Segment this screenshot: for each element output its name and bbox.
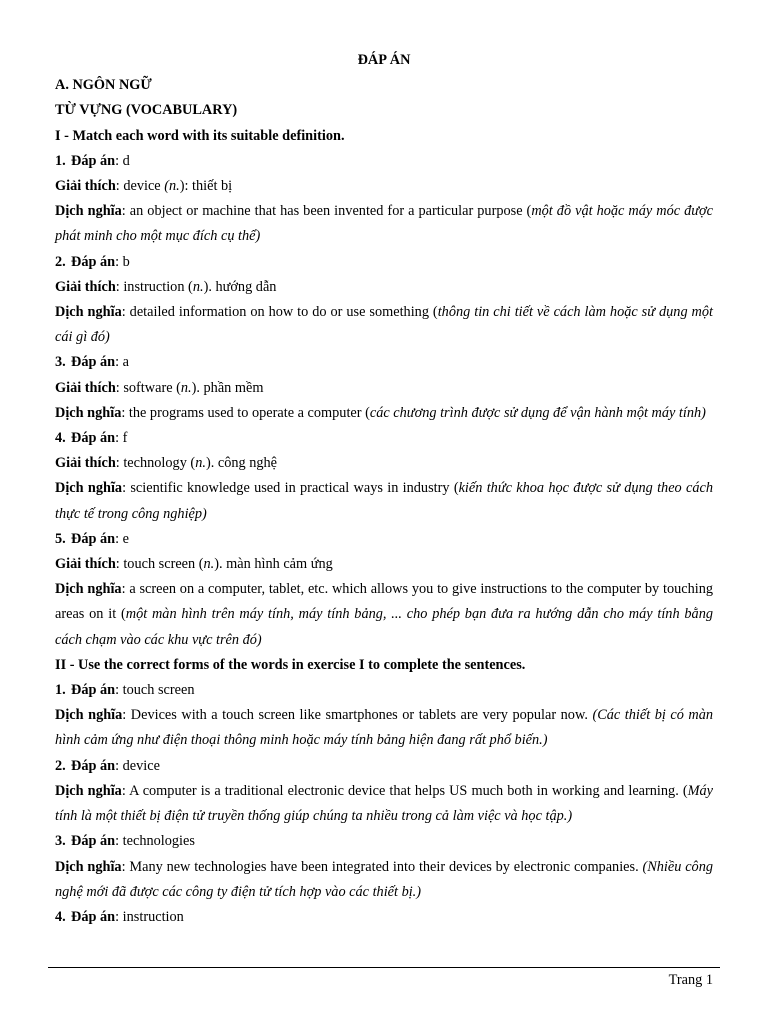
section-a-heading: A. NGÔN NGỮ: [55, 77, 152, 94]
part1-item-3-translation: Dịch nghĩa: the programs used to operate a computer (các chương trình được sử dụng để vận hành một máy tính): [55, 404, 706, 421]
part2-item-1-answer: 1. Đáp án: touch screen: [55, 682, 195, 699]
part1-item-4-translation: Dịch nghĩa: scientific knowledge used in practical ways in industry (kiến thức khoa học được sử dụng theo cách thực tế trong công nghiệp): [55, 480, 713, 522]
part1-item-4-answer: 4. Đáp án: f: [55, 430, 128, 447]
part2-heading: II - Use the correct forms of the words in exercise I to complete the sentences.: [55, 656, 526, 673]
part1-item-2-translation: Dịch nghĩa: detailed information on how to do or use something (thông tin chi tiết về cách làm hoặc sử dụng một cái gì đó): [55, 304, 714, 346]
part1-heading: I - Match each word with its suitable definition.: [55, 127, 345, 144]
page-number: Trang 1: [668, 972, 713, 988]
part1-item-5-answer: 5. Đáp án: e: [55, 530, 130, 547]
part2-item-2-answer: 2. Đáp án: device: [55, 757, 160, 774]
part1-item-2-explain: Giải thích: instruction (n.). hướng dẫn: [55, 278, 277, 295]
answer-key-content: [55, 48, 713, 930]
part1-item-3-answer: 3. Đáp án: a: [55, 354, 130, 371]
vocabulary-heading: TỪ VỰNG (VOCABULARY): [55, 102, 238, 119]
part1-item-1-answer: 1. Đáp án: d: [55, 152, 130, 169]
part1-item-4-explain: Giải thích: technology (n.). công nghệ: [55, 455, 278, 472]
part2-item-2-translation: Dịch nghĩa: A computer is a traditional electronic device that helps US much both in working and learning. (Máy tính là một thiết bị điện tử truyền thống giúp chúng ta nhiều trong cả làm việc và học tập.): [55, 782, 714, 825]
part1-item-3-explain: Giải thích: software (n.). phần mềm: [55, 379, 264, 396]
part2-item-3-answer: 3. Đáp án: technologies: [55, 833, 195, 850]
part2-item-1-translation: Dịch nghĩa: Devices with a touch screen like smartphones or tablets are very popular now. (Các thiết bị có màn hình cảm ứng như điện thoại thông minh hoặc máy tính bảng hiện đang rất phổ biến.): [55, 707, 713, 749]
part1-item-1-translation: Dịch nghĩa: an object or machine that has been invented for a particular purpose (một đồ vật hoặc máy móc được phát minh cho một mục đích cụ thể): [55, 203, 714, 245]
part1-item-5-explain: Giải thích: touch screen (n.). màn hình cảm ứng: [55, 556, 333, 573]
part2-item-4-answer: 4. Đáp án: instruction: [55, 908, 184, 925]
part2-item-3-translation: Dịch nghĩa: Many new technologies have been integrated into their devices by electronic companies. (Nhiều công nghệ mới đã được các công ty điện tử tích hợp vào các thiết bị.): [55, 858, 714, 900]
part1-item-1-explain: Giải thích: device (n.): thiết bị: [55, 178, 233, 195]
footer-divider: [48, 967, 720, 968]
part1-item-5-translation: Dịch nghĩa: a screen on a computer, tablet, etc. which allows you to give instructions to the computer by touching areas on it (một màn hình trên máy tính, máy tính bảng, ... cho phép bạn đưa ra hướng dẫn cho máy tính bằng cách chạm vào các khu vực trên đó): [55, 581, 714, 648]
part1-item-2-answer: 2. Đáp án: b: [55, 253, 130, 270]
page-title: ĐÁP ÁN: [357, 52, 411, 68]
